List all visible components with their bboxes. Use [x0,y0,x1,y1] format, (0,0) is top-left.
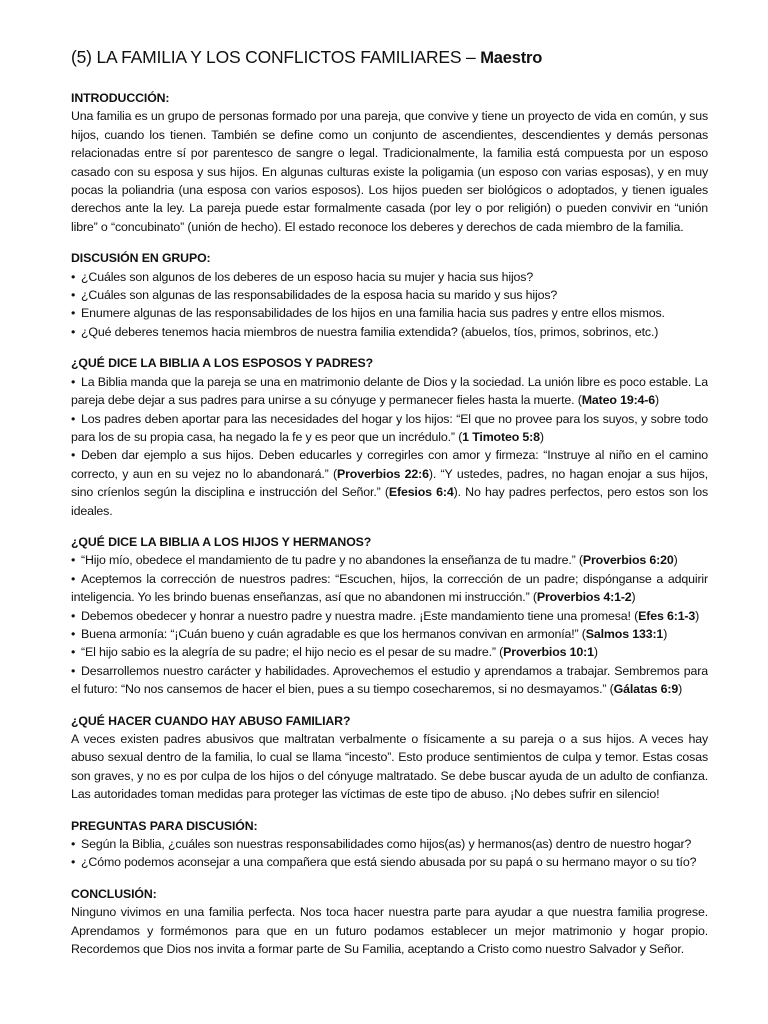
section-heading: ¿QUÉ DICE LA BIBLIA A LOS ESPOSOS Y PADRES? [71,356,374,371]
list-item [71,373,708,410]
bullet-icon: • [71,645,76,660]
section-heading: ¿QUÉ HACER CUANDO HAY ABUSO FAMILIAR? [71,713,351,728]
item-text: ¿Cuáles son algunos de los deberes de un esposo hacia su mujer y hacia sus hijos? [81,269,534,284]
item-text: ) [695,608,700,623]
item-text: Los padres deben aportar para las necesidades del hogar y los hijos: “El que no provee para los suyos, y sobre todo para los de su propia casa, ha negado la fe y es peor que un incrédulo.” ( [71,411,708,444]
bullet-list [71,551,708,698]
bullet-list [71,268,708,342]
item-text: ) [655,393,659,408]
item-text: Enumere algunas de las responsabilidades de los hijos en una familia hacia sus padres y entre ellos mismos. [81,306,665,321]
item-text: ) [631,590,636,605]
section-conclusion [71,885,708,959]
item-text: “Hijo mío, obedece el mandamiento de tu padre y no abandones la enseñanza de tu madre.” ( [81,553,583,568]
paragraph: A veces existen padres abusivos que maltratan verbalmente o físicamente a su pareja o a sus hijos. A veces hay abuso sexual dentro de la familia, lo cual se llama “incesto”. Esto produce sentimientos de culpa y temor. Estas cosas son graves, y no es por culpa de los hijos o del cónyuge maltratado. Se debe buscar ayuda de un adulto de confianza. Las autoridades toman medidas para proteger las víctimas de este tipo de abuso. ¡No debes sufrir en silencio! [71,732,708,802]
section-esposos-padres [71,354,708,520]
bible-reference: Proverbios 10:1 [503,645,594,660]
list-item [71,662,708,699]
list-item [71,625,708,643]
section-heading: PREGUNTAS PARA DISCUSIÓN: [71,818,258,833]
item-text: Debemos obedecer y honrar a nuestro padre y nuestra madre. ¡Este mandamiento tiene una promesa! ( [81,608,639,623]
item-text: ¿Cómo podemos aconsejar a una compañera que está siendo abusada por su papá o su hermano mayor o su tío? [81,855,697,870]
item-text: Aceptemos la corrección de nuestros padres: “Escuchen, hijos, la corrección de un padre; dispónganse a adquirir inteligencia. Yo les brindo buenas enseñanzas, así que no abandonen mi instrucción.” ( [71,571,708,605]
list-item [71,551,708,569]
bullet-icon: • [71,663,76,678]
bible-reference: Proverbios 4:1-2 [536,590,632,605]
section-heading: DISCUSIÓN EN GRUPO: [71,251,211,266]
bullet-icon: • [71,626,76,641]
section-hijos-hermanos [71,533,708,699]
title-main: (5) LA FAMILIA Y LOS CONFLICTOS FAMILIARES – [71,47,481,67]
list-item [71,835,708,853]
section-introduccion [71,89,708,236]
section-preguntas [71,817,708,872]
list-item [71,643,708,661]
title-role: Maestro [480,49,543,67]
bullet-icon: • [71,374,76,389]
bullet-icon: • [71,855,76,870]
bullet-icon: • [71,288,76,303]
bullet-icon: • [71,324,76,339]
list-item [71,853,708,871]
list-item [71,570,708,607]
list-item [71,304,708,322]
document-title [71,46,708,69]
bullet-icon: • [71,306,76,321]
list-item [71,323,708,341]
bullet-icon: • [71,571,76,586]
item-text: ). “Y ustedes, padres, no hagan enojar a sus hijos, sino críenlos según la disciplina e instrucción del Señor.” ( [71,466,708,500]
bible-reference: Efesios 6:4 [388,485,454,500]
item-text: La Biblia manda que la pareja se una en matrimonio delante de Dios y la sociedad. La unión libre es poco estable. La pareja debe dejar a sus padres para unirse a su cónyuge y permanecer fieles hasta la muerte. ( [71,374,708,408]
bullet-icon: • [71,411,76,426]
item-text: ) [539,429,544,444]
item-text: ) [673,553,678,568]
list-item [71,268,708,286]
bible-reference: Proverbios 6:20 [582,553,674,568]
item-text: ¿Cuáles son algunas de las responsabilidades de la esposa hacia su marido y sus hijos? [81,288,558,303]
list-item [71,410,708,447]
item-text: ) [678,682,683,697]
bullet-icon: • [71,553,76,568]
paragraph: Una familia es un grupo de personas formado por una pareja, que convive y tiene un proyecto de vida en común, y sus hijos, cuando los tienen. También se define como un conjunto de ascendientes, descendientes y demás personas relacionadas entre sí por parentesco de sangre o legal. Tradicionalmente, la familia está compuesta por un esposo casado con su esposa y sus hijos. En algunas culturas existe la poligamia (un esposo con varias esposas), y en muy pocas la poliandria (una esposa con varios esposos). Los hijos pueden ser biológicos o adoptados, y tienen iguales derechos ante la ley. La pareja puede estar formalmente casada (por ley o por religión) o pueden convivir en “unión libre” o “concubinato” (unión de hecho). El estado reconoce los deberes y derechos de cada miembro de la familia. [71,109,708,234]
bullet-icon: • [71,837,76,852]
section-abuso-familiar [71,712,708,804]
bible-reference: 1 Timoteo 5:8 [462,429,540,444]
item-text: ). No hay padres perfectos, pero estos son los ideales. [71,485,709,518]
list-item [71,607,708,625]
bullet-icon: • [71,608,76,623]
list-item [71,286,708,304]
bullet-icon: • [71,448,76,463]
bullet-list [71,835,708,872]
bullet-icon: • [71,269,76,284]
section-heading: INTRODUCCIÓN: [71,91,170,105]
bullet-list [71,373,708,520]
section-heading: ¿QUÉ DICE LA BIBLIA A LOS HIJOS Y HERMANOS? [71,534,372,549]
bible-reference: Mateo 19:4-6 [581,393,656,408]
item-text: Según la Biblia, ¿cuáles son nuestras responsabilidades como hijos(as) y hermanos(as) dentro de nuestro hogar? [81,837,692,852]
item-text: Buena armonía: “¡Cuán bueno y cuán agradable es que los hermanos convivan en armonía!” ( [81,626,586,641]
paragraph: Ninguno vivimos en una familia perfecta. Nos toca hacer nuestra parte para ayudar a que nuestra familia progrese. Aprendamos y formémonos para que en un futuro podamos establecer un mejor matrimonio y hogar propio. Recordemos que Dios nos invita a formar parte de Su Familia, aceptando a Cristo como nuestro Salvador y Señor. [71,905,708,957]
item-text: Desarrollemos nuestro carácter y habilidades. Aprovechemos el estudio y aprendamos a trabajar. Sembremos para el futuro: “No nos cansemos de hacer el bien, pues a su tiempo cosecharemos, si no desmayamos.” ( [71,663,708,697]
item-text: “El hijo sabio es la alegría de su padre; el hijo necio es el pesar de su madre.” ( [81,645,504,660]
bible-reference: Gálatas 6:9 [613,682,679,697]
section-discusion [71,249,708,341]
list-item [71,446,708,520]
item-text: ) [663,626,668,641]
bible-reference: Salmos 133:1 [585,626,664,641]
bible-reference: Proverbios 22:6 [337,466,429,481]
item-text: ) [593,645,598,660]
item-text: ¿Qué deberes tenemos hacia miembros de nuestra familia extendida? (abuelos, tíos, primos, sobrinos, etc.) [81,324,659,339]
section-heading: CONCLUSIÓN: [71,886,157,901]
item-text: Deben dar ejemplo a sus hijos. Deben educarles y corregirles con amor y firmeza: “Instruye al niño en el camino correcto, y aun en su vejez no lo abandonará.” ( [71,448,708,481]
bible-reference: Efes 6:1-3 [638,608,696,623]
